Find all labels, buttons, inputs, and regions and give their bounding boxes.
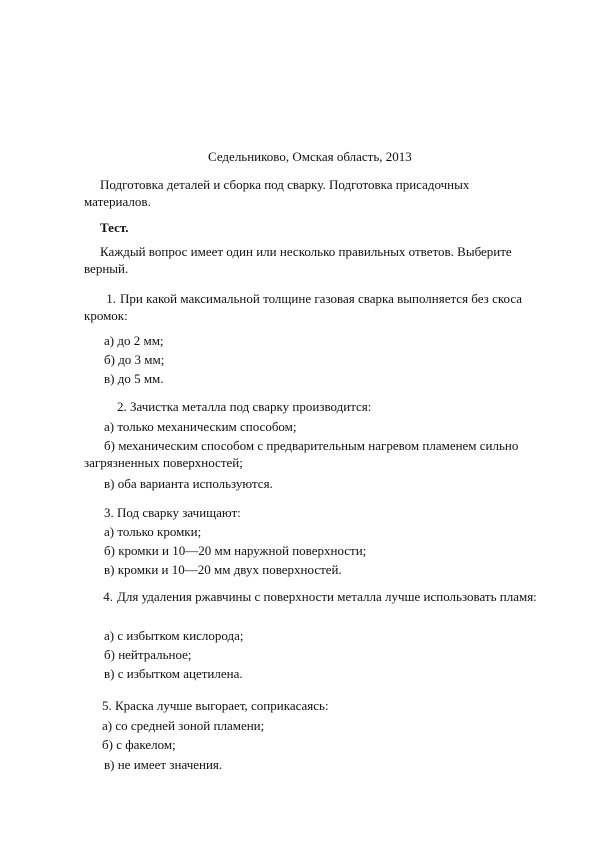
test-label: Тест. (100, 220, 129, 235)
answer-option: в) кромки и 10—20 мм двух поверхностей. (104, 562, 342, 577)
question-number: 4. (103, 589, 113, 604)
answer-option: а) с избытком кислорода; (104, 628, 244, 643)
question-3 (104, 504, 241, 521)
question-2 (117, 398, 371, 415)
question-number: 3. (104, 505, 114, 520)
answer-option: а) до 2 мм; (104, 333, 164, 348)
answer-option: б) кромки и 10—20 мм наружной поверхности; (104, 543, 367, 558)
question-text: Краска лучше выгорает, соприкасаясь: (115, 698, 329, 713)
answer-option: в) с избытком ацетилена. (104, 666, 243, 681)
answer-option: б) механическим способом с предварительным нагревом пламенем сильно загрязненных поверхностей; (84, 438, 519, 470)
topic-paragraph: Подготовка деталей и сборка под сварку. Подготовка присадочных материалов. (84, 177, 470, 209)
question-1 (84, 290, 564, 324)
question-4 (84, 588, 554, 605)
question-text: Зачистка металла под сварку производится: (130, 399, 372, 414)
question-text: Для удаления ржавчины с поверхности металла лучше использовать пламя: (117, 589, 537, 604)
question-number: 2. (117, 399, 127, 414)
instructions-paragraph: Каждый вопрос имеет один или несколько правильных ответов. Выберите верный. (84, 244, 512, 276)
answer-option: б) до 3 мм; (104, 352, 165, 367)
question-number: 5. (102, 698, 112, 713)
answer-option: а) только механическим способом; (104, 419, 297, 434)
answer-option: в) оба варианта используются. (104, 476, 273, 491)
answer-option: в) до 5 мм. (104, 371, 164, 386)
answer-option: а) только кромки; (104, 524, 202, 539)
question-text: При какой максимальной толщине газовая сварка выполняется без скоса кромок: (84, 291, 523, 323)
answer-option: б) с факелом; (102, 737, 176, 752)
document-header: Седельниково, Омская область, 2013 (208, 149, 412, 164)
question-number: 1. (106, 291, 116, 306)
question-5 (102, 697, 329, 714)
answer-option: в) не имеет значения. (104, 757, 223, 772)
answer-option: б) нейтральное; (104, 647, 192, 662)
question-text: Под сварку зачищают: (117, 505, 241, 520)
answer-option: а) со средней зоной пламени; (102, 718, 265, 733)
